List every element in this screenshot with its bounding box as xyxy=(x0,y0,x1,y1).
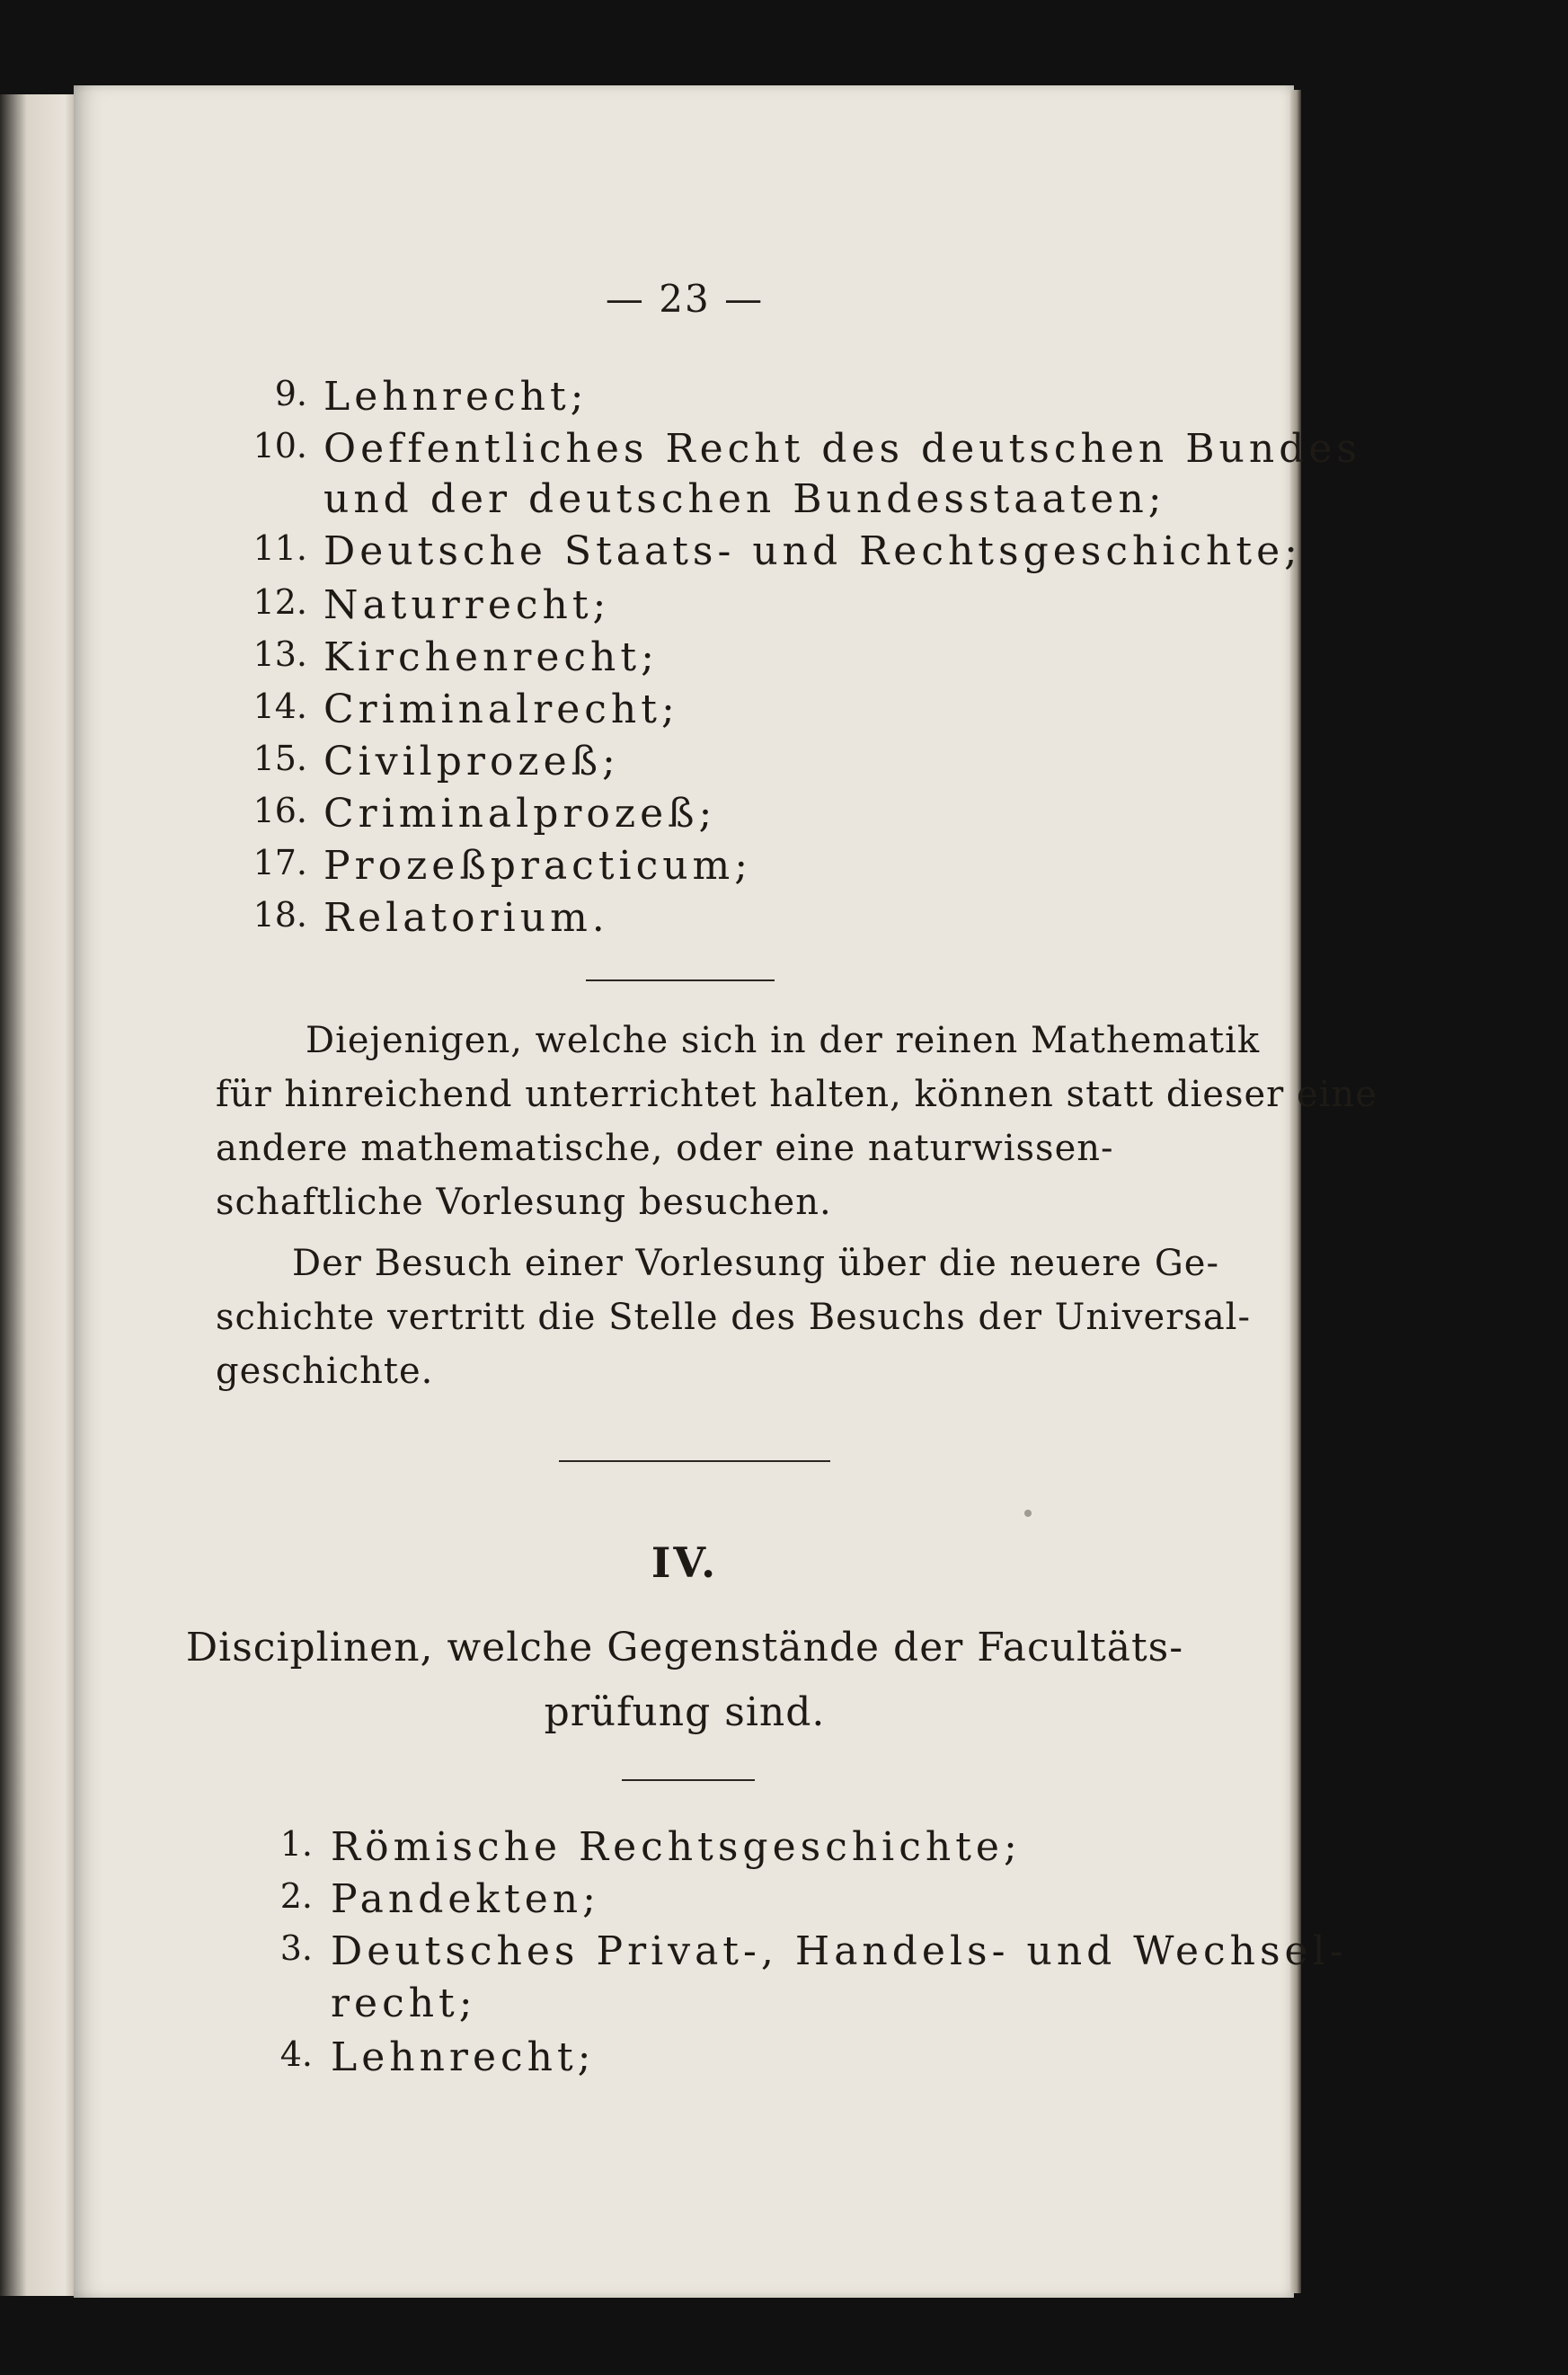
paragraph-line: andere mathematische, oder eine naturwissen- xyxy=(216,1128,1114,1169)
list-number: 12. xyxy=(252,582,307,622)
list-number: 17. xyxy=(252,843,307,882)
paper-speck xyxy=(1024,1510,1032,1517)
list-text: Civilprozeß; xyxy=(323,739,620,784)
list-text: Lehnrecht; xyxy=(331,2034,596,2080)
section-heading: Disciplinen, welche Gegenstände der Facultäts- xyxy=(185,1625,1184,1670)
list-text: Deutsche Staats- und Rechtsgeschichte; xyxy=(323,528,1302,574)
divider-rule xyxy=(586,979,775,981)
paragraph-line: Diejenigen, welche sich in der reinen Mathematik xyxy=(306,1020,1261,1061)
list-number: 3. xyxy=(279,1928,313,1968)
section-divider-rule xyxy=(559,1460,830,1462)
list-number: 16. xyxy=(252,791,307,830)
list-number: 10. xyxy=(252,426,307,465)
list-text: Naturrecht; xyxy=(323,582,611,628)
list-text: Lehnrecht; xyxy=(323,374,589,420)
list-number: 13. xyxy=(252,634,307,674)
list-text: Römische Rechtsgeschichte; xyxy=(331,1824,1022,1870)
list-number: 9. xyxy=(274,374,307,413)
list-text: Kirchenrecht; xyxy=(323,634,659,680)
paragraph-line: schichte vertritt die Stelle des Besuchs der Universal- xyxy=(216,1297,1251,1338)
heading-divider-rule xyxy=(622,1779,755,1781)
list-text: Criminalrecht; xyxy=(323,687,679,732)
facing-page-edge xyxy=(0,94,76,2296)
list-number: 14. xyxy=(252,687,307,726)
section-heading: prüfung sind. xyxy=(544,1689,826,1735)
page-number: — 23 — xyxy=(605,277,765,321)
list-text: Oeffentliches Recht des deutschen Bundes xyxy=(323,426,1362,472)
list-number: 2. xyxy=(279,1876,313,1916)
list-text: Relatorium. xyxy=(323,895,609,941)
section-number: IV. xyxy=(651,1538,719,1587)
list-text: recht; xyxy=(331,1981,477,2026)
list-text: Prozeßpracticum; xyxy=(323,843,753,889)
list-number: 4. xyxy=(279,2034,313,2074)
paragraph-line: für hinreichend unterrichtet halten, können statt dieser eine xyxy=(216,1074,1378,1115)
list-text: Criminalprozeß; xyxy=(323,791,717,837)
paragraph-line: geschichte. xyxy=(216,1351,434,1392)
list-number: 18. xyxy=(252,895,307,935)
list-text: Deutsches Privat-, Handels- und Wechsel- xyxy=(331,1928,1348,1974)
list-number: 15. xyxy=(252,739,307,778)
list-number: 1. xyxy=(279,1824,313,1864)
list-text: und der deutschen Bundesstaaten; xyxy=(323,476,1166,522)
paragraph-line: schaftliche Vorlesung besuchen. xyxy=(216,1182,832,1223)
list-number: 11. xyxy=(252,528,307,568)
paragraph-line: Der Besuch einer Vorlesung über die neuere Ge- xyxy=(292,1243,1219,1284)
list-text: Pandekten; xyxy=(331,1876,600,1922)
